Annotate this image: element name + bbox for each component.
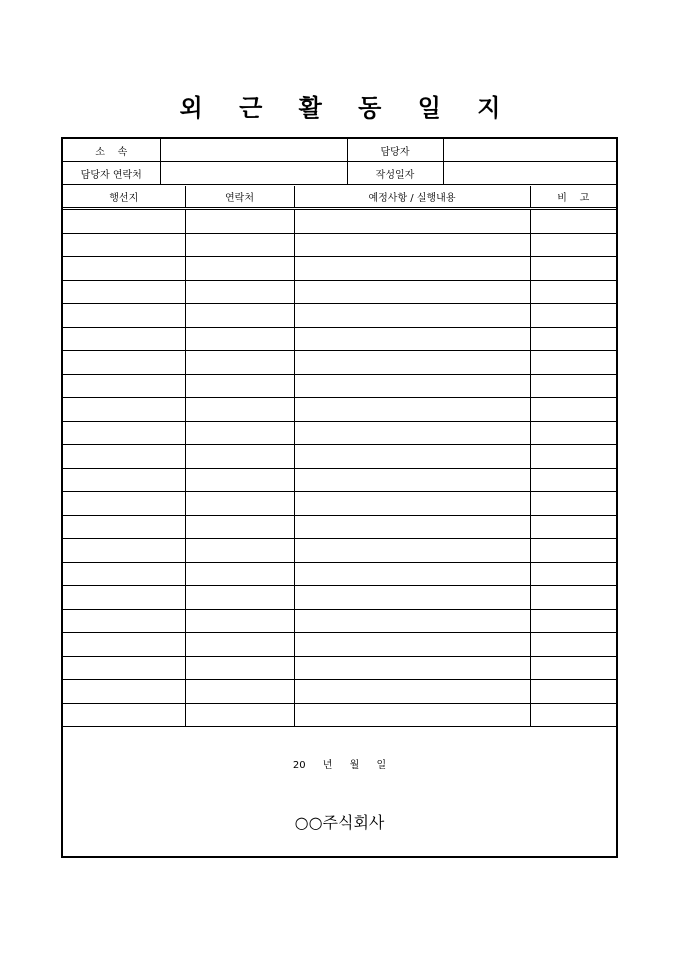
contact-cell[interactable] — [185, 468, 294, 492]
plan-result-cell[interactable] — [294, 609, 530, 633]
destination-cell[interactable] — [63, 398, 185, 422]
table-row — [63, 633, 616, 657]
destination-cell[interactable] — [63, 304, 185, 328]
activity-log-form — [61, 137, 618, 858]
remarks-cell[interactable] — [530, 539, 616, 563]
destination-cell[interactable] — [63, 257, 185, 281]
remarks-cell[interactable] — [530, 468, 616, 492]
contact-cell[interactable] — [185, 327, 294, 351]
contact-cell[interactable] — [185, 609, 294, 633]
contact-cell[interactable] — [185, 515, 294, 539]
destination-cell[interactable] — [63, 680, 185, 704]
table-row — [63, 398, 616, 422]
contact-cell[interactable] — [185, 586, 294, 610]
plan-result-cell[interactable] — [294, 257, 530, 281]
plan-result-cell[interactable] — [294, 680, 530, 704]
remarks-cell[interactable] — [530, 327, 616, 351]
plan-result-cell[interactable] — [294, 398, 530, 422]
destination-cell[interactable] — [63, 586, 185, 610]
destination-cell[interactable] — [63, 703, 185, 727]
remarks-cell[interactable] — [530, 304, 616, 328]
plan-result-cell[interactable] — [294, 351, 530, 375]
table-row — [63, 421, 616, 445]
remarks-cell[interactable] — [530, 257, 616, 281]
destination-cell[interactable] — [63, 539, 185, 563]
table-row — [63, 680, 616, 704]
destination-cell[interactable] — [63, 233, 185, 257]
table-row — [63, 445, 616, 469]
column-header-destination: 행선지 — [63, 186, 185, 209]
plan-result-cell[interactable] — [294, 304, 530, 328]
manager-field[interactable] — [443, 139, 616, 162]
column-header-plan-result: 예정사항 / 실행내용 — [294, 186, 530, 209]
remarks-cell[interactable] — [530, 609, 616, 633]
written-date-field[interactable] — [443, 162, 616, 185]
remarks-cell[interactable] — [530, 656, 616, 680]
company-name: ○○주식회사 — [294, 813, 385, 832]
table-row — [63, 656, 616, 680]
destination-cell[interactable] — [63, 351, 185, 375]
table-row — [63, 233, 616, 257]
remarks-cell[interactable] — [530, 492, 616, 516]
destination-cell[interactable] — [63, 209, 185, 234]
table-row — [63, 374, 616, 398]
remarks-cell[interactable] — [530, 351, 616, 375]
remarks-cell[interactable] — [530, 445, 616, 469]
plan-result-cell[interactable] — [294, 468, 530, 492]
contact-cell[interactable] — [185, 633, 294, 657]
destination-cell[interactable] — [63, 468, 185, 492]
table-row — [63, 351, 616, 375]
table-row — [63, 609, 616, 633]
plan-result-cell[interactable] — [294, 280, 530, 304]
plan-result-cell[interactable] — [294, 703, 530, 727]
plan-result-cell[interactable] — [294, 445, 530, 469]
plan-result-cell[interactable] — [294, 586, 530, 610]
form-footer — [63, 730, 616, 856]
plan-result-cell[interactable] — [294, 492, 530, 516]
contact-cell[interactable] — [185, 562, 294, 586]
remarks-cell[interactable] — [530, 562, 616, 586]
plan-result-cell[interactable] — [294, 209, 530, 234]
destination-cell[interactable] — [63, 515, 185, 539]
destination-cell[interactable] — [63, 445, 185, 469]
contact-cell[interactable] — [185, 398, 294, 422]
affiliation-label: 소 속 — [63, 139, 160, 162]
contact-cell[interactable] — [185, 280, 294, 304]
remarks-cell[interactable] — [530, 703, 616, 727]
table-row — [63, 209, 616, 234]
contact-cell[interactable] — [185, 703, 294, 727]
remarks-cell[interactable] — [530, 280, 616, 304]
column-header-remarks: 비 고 — [530, 186, 616, 209]
contact-cell[interactable] — [185, 351, 294, 375]
contact-cell[interactable] — [185, 209, 294, 234]
contact-cell[interactable] — [185, 492, 294, 516]
remarks-cell[interactable] — [530, 374, 616, 398]
info-table — [63, 139, 616, 185]
remarks-cell[interactable] — [530, 633, 616, 657]
manager-contact-field[interactable] — [160, 162, 347, 185]
remarks-cell[interactable] — [530, 680, 616, 704]
table-row — [63, 327, 616, 351]
destination-cell[interactable] — [63, 492, 185, 516]
written-date-label: 작성일자 — [347, 162, 443, 185]
remarks-cell[interactable] — [530, 233, 616, 257]
table-row — [63, 492, 616, 516]
contact-cell[interactable] — [185, 539, 294, 563]
table-row — [63, 515, 616, 539]
remarks-cell[interactable] — [530, 586, 616, 610]
destination-cell[interactable] — [63, 327, 185, 351]
destination-cell[interactable] — [63, 656, 185, 680]
destination-cell[interactable] — [63, 421, 185, 445]
table-row — [63, 539, 616, 563]
plan-result-cell[interactable] — [294, 327, 530, 351]
contact-cell[interactable] — [185, 374, 294, 398]
plan-result-cell[interactable] — [294, 421, 530, 445]
table-header — [63, 186, 616, 209]
remarks-cell[interactable] — [530, 209, 616, 234]
date-line: 20 년 월 일 — [292, 760, 387, 771]
destination-cell[interactable] — [63, 374, 185, 398]
affiliation-field[interactable] — [160, 139, 347, 162]
page-title: 외 근 활 동 일 지 — [179, 94, 515, 122]
plan-result-cell[interactable] — [294, 515, 530, 539]
contact-cell[interactable] — [185, 304, 294, 328]
table-row — [63, 562, 616, 586]
destination-cell[interactable] — [63, 562, 185, 586]
table-row — [63, 468, 616, 492]
contact-cell[interactable] — [185, 656, 294, 680]
plan-result-cell[interactable] — [294, 539, 530, 563]
destination-cell[interactable] — [63, 609, 185, 633]
destination-cell[interactable] — [63, 280, 185, 304]
plan-result-cell[interactable] — [294, 374, 530, 398]
table-row — [63, 703, 616, 727]
contact-cell[interactable] — [185, 445, 294, 469]
column-header-contact: 연락처 — [185, 186, 294, 209]
table-row — [63, 586, 616, 610]
remarks-cell[interactable] — [530, 421, 616, 445]
remarks-cell[interactable] — [530, 398, 616, 422]
plan-result-cell[interactable] — [294, 233, 530, 257]
plan-result-cell[interactable] — [294, 656, 530, 680]
activity-table — [63, 186, 616, 727]
contact-cell[interactable] — [185, 421, 294, 445]
contact-cell[interactable] — [185, 257, 294, 281]
contact-cell[interactable] — [185, 233, 294, 257]
table-row — [63, 304, 616, 328]
manager-contact-label: 담당자 연락처 — [63, 162, 160, 185]
contact-cell[interactable] — [185, 680, 294, 704]
destination-cell[interactable] — [63, 633, 185, 657]
remarks-cell[interactable] — [530, 515, 616, 539]
table-row — [63, 280, 616, 304]
plan-result-cell[interactable] — [294, 562, 530, 586]
manager-label: 담당자 — [347, 139, 443, 162]
table-row — [63, 257, 616, 281]
plan-result-cell[interactable] — [294, 633, 530, 657]
